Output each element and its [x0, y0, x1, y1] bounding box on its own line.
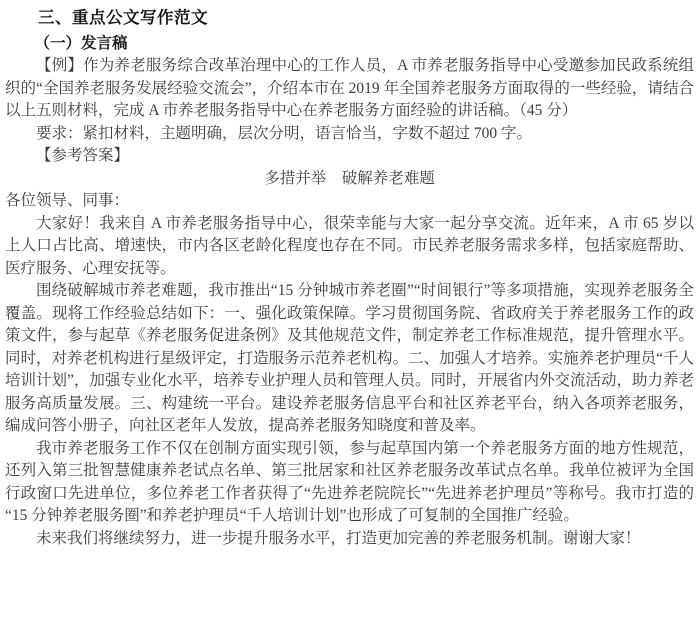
section-heading: 三、重点公文写作范文 — [38, 9, 208, 27]
essay-paragraph-1: 大家好！我来自 A 市养老服务指导中心，很荣幸能与大家一起分享交流。近年来，A 市 65 岁以上人口占比高、增速快，市内各区老龄化程度也存在不同。市民养老服务需求多样，包括家庭帮助、医疗服务、心理安抚等。 — [5, 214, 694, 277]
essay-paragraph-4: 未来我们将继续努力，进一步提升服务水平，打造更加完善的养老服务机制。谢谢大家！ — [36, 529, 641, 547]
reference-answer-label: 【参考答案】 — [36, 147, 130, 164]
requirements-line: 要求：紧扣材料，主题明确，层次分明，语言恰当，字数不超过 700 字。 — [36, 124, 533, 142]
subsection-heading: （一）发言稿 — [34, 35, 128, 52]
essay-paragraph-2: 围绕破解城市养老难题，我市推出“15 分钟城市养老圈”“时间银行”等多项措施，实现养老服务全覆盖。现将工作经验总结如下：一、强化政策保障。学习贯彻国务院、省政府关于养老服务工作的政策文件，参与起草《养老服务促进条例》及其他规范文件，制定养老工作标准规范，提升管理水平。同时，对养老机构进行星级评定，打造服务示范养老机构。二、加强人才培养。实施养老护理员“千人培训计划”，加强专业化水平，培养专业护理人员和管理人员。同时，开展省内外交流活动，助力养老服务高质量发展。三、构建统一平台。建设养老服务信息平台和社区养老平台，纳入各项养老服务，编成问答小册子，向社区老年人发放，提高养老服务知晓度和普及率。 — [5, 282, 694, 434]
essay-salutation: 各位领导、同事： — [5, 192, 130, 209]
essay-paragraph-3: 我市养老服务工作不仅在创制方面实现引领，参与起草国内第一个养老服务方面的地方性规范，还列入第三批智慧健康养老试点名单、第三批居家和社区养老服务改革试点名单。我单位被评为全国行政窗口先进单位，多位养老工作者获得了“先进养老院院长”“先进养老护理员”等称号。我市打造的“15 分钟养老服务圈”和养老护理员“千人培训计划”也形成了可复制的全国推广经验。 — [5, 439, 694, 524]
example-prompt-paragraph: 【例】作为养老服务综合改革治理中心的工作人员，A 市养老服务指导中心受邀参加民政系统组织的“全国养老服务发展经验交流会”，介绍本市在 2019 年全国养老服务方面取得的一些经验，请结合以上五则材料，完成 A 市养老服务指导中心在养老服务方面经验的讲话稿。（45 分） — [5, 57, 694, 119]
essay-title: 多措并举 破解养老难题 — [264, 169, 435, 187]
